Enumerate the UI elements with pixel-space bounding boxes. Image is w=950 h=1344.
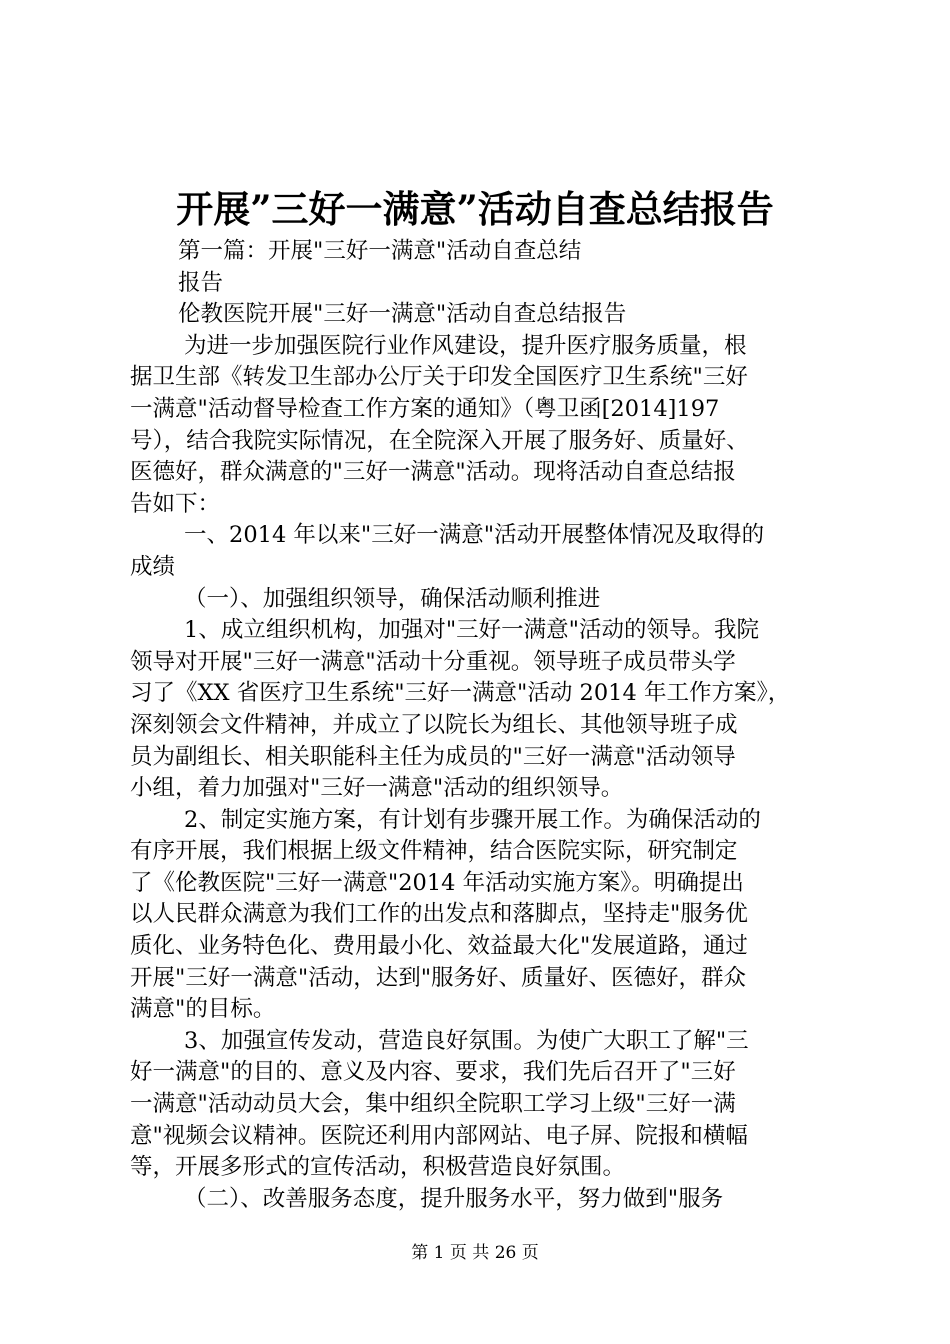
paragraph-line: 了《伦教医院"三好一满意"2014 年活动实施方案》。明确提出 [130,869,744,896]
paragraph-line: 等，开展多形式的宣传活动，积极营造良好氛围。 [130,1154,626,1181]
paragraph-line: 员为副组长、相关职能科主任为成员的"三好一满意"活动领导 [130,743,736,770]
paragraph-line: 一满意"活动动员大会，集中组织全院职工学习上级"三好一满 [130,1091,736,1118]
paragraph-line: 告如下： [130,490,221,517]
paragraph-line: 习了《XX 省医疗卫生系统"三好一满意"活动 2014 年工作方案》， [130,680,791,707]
paragraph-line: 以人民群众满意为我们工作的出发点和落脚点，坚持走"服务优 [130,901,748,928]
paragraph-line: 有序开展，我们根据上级文件精神，结合医院实际，研究制定 [130,838,738,865]
document-body [130,236,830,1215]
paragraph-line: 3、加强宣传发动，营造良好氛围。为使广大职工了解"三 [184,1027,749,1054]
paragraph-line: 成绩 [130,553,176,580]
section-heading: （一）、加强组织领导，确保活动顺利推进 [184,585,601,612]
paragraph-line: 2、制定实施方案，有计划有步骤开展工作。为确保活动的 [184,806,761,833]
paragraph-line: 深刻领会文件精神，并成立了以院长为组长、其他领导班子成 [130,711,738,738]
paragraph-line: 领导对开展"三好一满意"活动十分重视。领导班子成员带头学 [130,648,736,675]
paragraph-line: 满意"的目标。 [130,996,276,1023]
paragraph-line: 质化、业务特色化、费用最小化、效益最大化"发展道路，通过 [130,933,748,960]
paragraph-line: 好一满意"的目的、意义及内容、要求，我们先后召开了"三好 [130,1059,736,1086]
paragraph-line: 据卫生部《转发卫生部办公厅关于印发全国医疗卫生系统"三好 [130,364,748,391]
paragraph-line: 医德好，群众满意的"三好一满意"活动。现将活动自查总结报 [130,459,736,486]
document-title: 开展”三好一满意”活动自查总结报告 [176,187,774,231]
paragraph-line: 第一篇：开展"三好一满意"活动自查总结 [178,238,582,264]
paragraph-line: 报告 [178,269,224,296]
paragraph-line: 意"视频会议精神。医院还利用内部网站、电子屏、院报和横幅 [130,1122,748,1149]
paragraph-line: 开展"三好一满意"活动，达到"服务好、质量好、医德好，群众 [130,964,747,991]
paragraph-line: 伦教医院开展"三好一满意"活动自查总结报告 [178,301,627,328]
section-heading: （二）、改善服务态度，提升服务水平，努力做到"服务 [184,1185,724,1212]
paragraph-line: 小组，着力加强对"三好一满意"活动的组织领导。 [130,775,624,802]
paragraph-line: 为进一步加强医院行业作风建设，提升医疗服务质量，根 [184,332,747,359]
paragraph-line: 一、2014 年以来"三好一满意"活动开展整体情况及取得的 [184,522,765,549]
paragraph-line: 号），结合我院实际情况，在全院深入开展了服务好、质量好、 [130,427,749,454]
paragraph-line: 1、成立组织机构，加强对"三好一满意"活动的领导。我院 [184,617,760,644]
page-footer: 第 1 页 共 26 页 [411,1243,539,1263]
paragraph-line: 一满意"活动督导检查工作方案的通知》（粤卫函[2014]197 [130,395,720,422]
